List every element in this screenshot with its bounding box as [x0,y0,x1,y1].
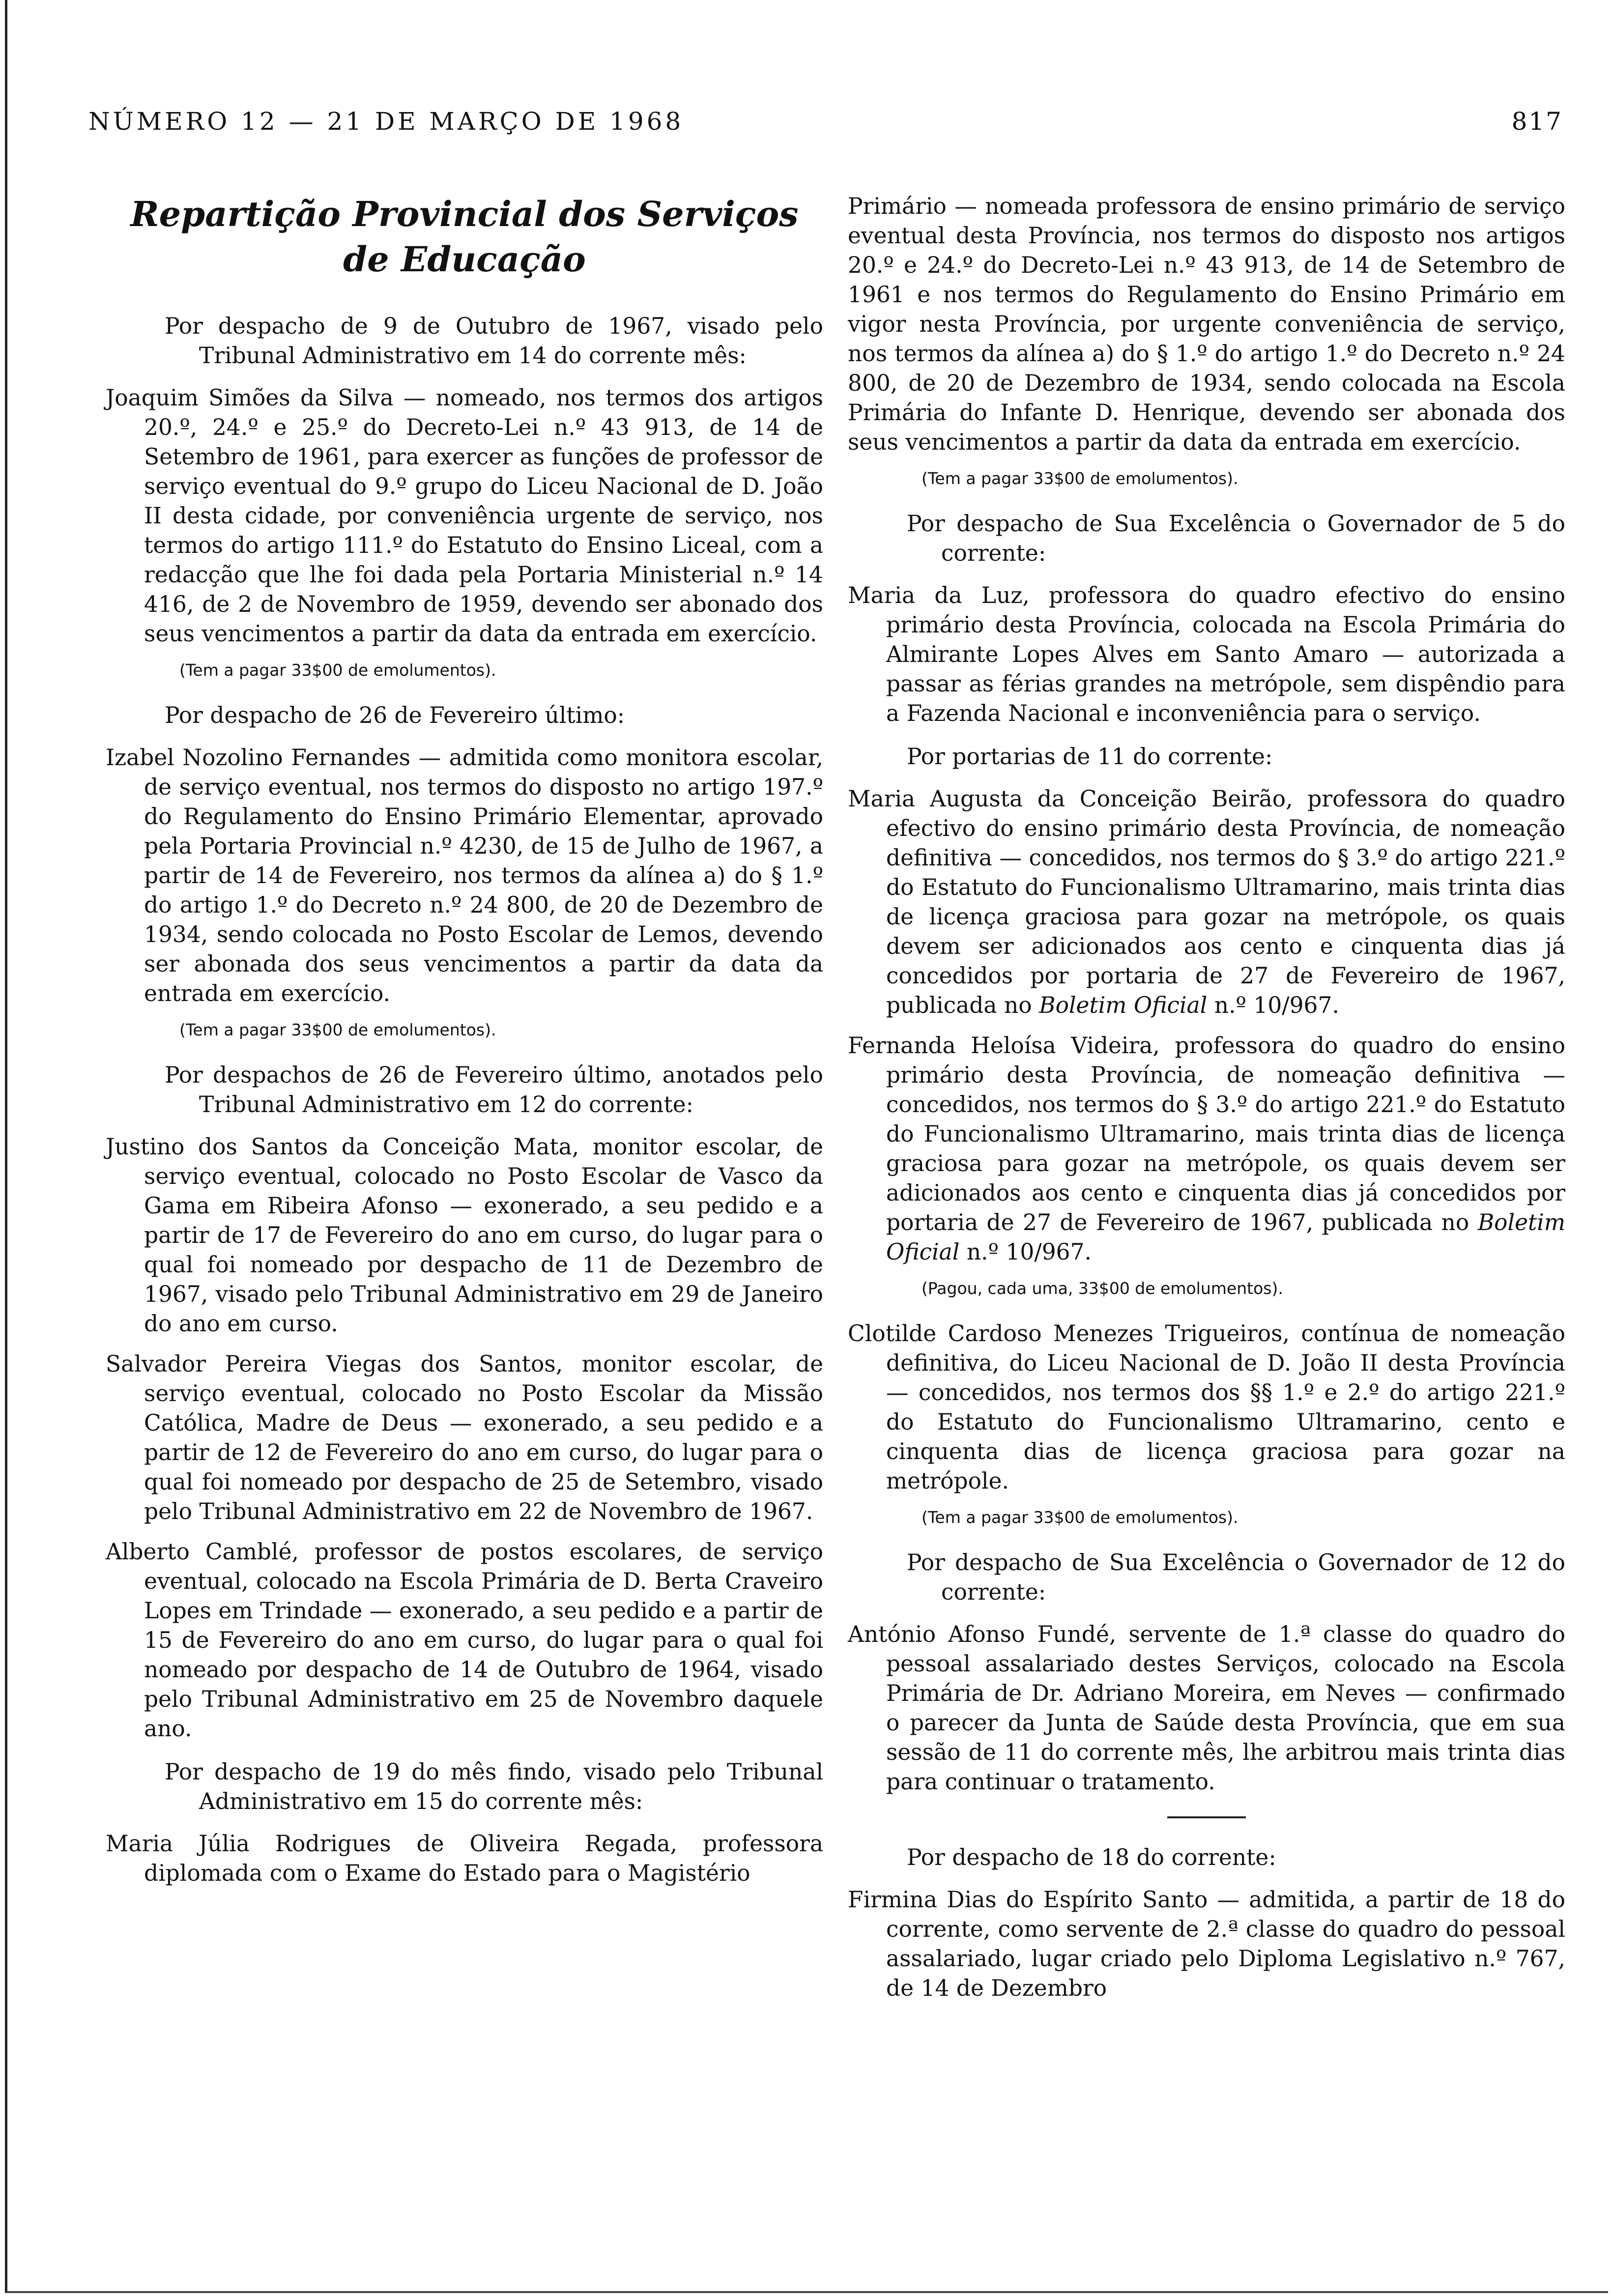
entry-paragraph: Maria Júlia Rodrigues de Oliveira Regada, professora diplomada com o Exame do Estado para o Magistério [106,1831,823,1886]
entry-paragraph: Justino dos Santos da Conceição Mata, monitor escolar, de serviço eventual, colocado no Posto Escolar de Vasco da Gama em Ribeira Afonso — exonerado, a seu pedido e a partir de 17 de Fevereiro do ano em curso, do lugar para o qual foi nomeado por despacho de 11 de Dezembro de 1967, visado pelo Tribunal Administrativo em 29 de Janeiro do ano em curso. [106,1134,823,1337]
entry-paragraph: Joaquim Simões da Silva — nomeado, nos termos dos artigos 20.º, 24.º e 25.º do Decreto-Lei n.º 43 913, de 14 de Setembro de 1961, para exercer as funções de professor de serviço eventual do 9.º grupo do Liceu Nacional de D. João II desta cidade, por conveniência urgente de serviço, nos termos do artigo 111.º do Estatuto do Ensino Liceal, com a redacção que lhe foi dada pela Portaria Ministerial n.º 14 416, de 2 de Novembro de 1959, devendo ser abonado dos seus vencimentos a partir da data da entrada em exercício. [106,385,823,647]
entry-paragraph: Alberto Camblé, professor de postos escolares, de serviço eventual, colocado na Escola Primária de D. Berta Craveiro Lopes em Trindade — exonerado, a seu pedido e a partir de 15 de Fevereiro do ano em curso, do lugar para o qual foi nomeado por despacho de 14 de Outubro de 1964, visado pelo Tribunal Administrativo em 25 de Novembro daquele ano. [106,1539,823,1742]
entry-paragraph: Maria da Luz, professora do quadro efectivo do ensino primário desta Província, colocada na Escola Primária do Almirante Lopes Alves em Santo Amaro — autorizada a passar as férias grandes na metrópole, sem dispêndio para a Fazenda Nacional e inconveniência para o serviço. [848,582,1565,726]
left-column [106,192,823,1899]
page-header [88,107,1563,146]
right-column [848,192,1565,2014]
section-title-line-2: de Educação [343,239,586,280]
issue-date-header: NÚMERO 12 — 21 DE MARÇO DE 1968 [88,107,684,136]
entry-paragraph: Clotilde Cardoso Menezes Trigueiros, contínua de nomeação definitiva, do Liceu Nacional de D. João II desta Província — concedidos, nos termos dos §§ 1.º e 2.º do artigo 221.º do Estatuto do Funcionalismo Ultramarino, cento e cinquenta dias de licença graciosa para gozar na metrópole. [848,1320,1565,1494]
section-title-line-1: Repartição Provincial dos Serviços [130,194,799,234]
dispatch-heading: Por despacho de 18 do corrente: [907,1844,1276,1870]
fee-note: (Tem a pagar 33$00 de emolumentos). [179,1020,496,1039]
dispatch-heading: Por despacho de 19 do mês findo, visado pelo Tribunal Administrativo em 15 do corrente mês: [165,1759,823,1814]
fee-note: (Tem a pagar 33$00 de emolumentos). [921,1508,1238,1527]
boletim-oficial-ref: Boletim Oficial [1039,992,1208,1018]
fee-note: (Tem a pagar 33$00 de emolumentos). [921,469,1238,488]
page-number: 817 [1511,107,1563,136]
fee-note: (Pagou, cada uma, 33$00 de emolumentos). [921,1279,1283,1298]
entry-paragraph: Salvador Pereira Viegas dos Santos, monitor escolar, de serviço eventual, colocado no Posto Escolar da Missão Católica, Madre de Deus — exonerado, a seu pedido e a partir de 12 de Fevereiro do ano em curso, do lugar para o qual foi nomeado por despacho de 25 de Setembro, visado pelo Tribunal Administrativo em 22 de Novembro de 1967. [106,1351,823,1524]
dispatch-heading: Por portarias de 11 do corrente: [907,744,1273,770]
entry-text-end: n.º 10/967. [1214,992,1339,1018]
dispatch-heading: Por despachos de 26 de Fevereiro último, anotados pelo Tribunal Administrativo em 12 do corrente: [165,1062,823,1118]
entry-text: Fernanda Heloísa Videira, professora do quadro do ensino primário desta Província, de nomeação definitiva — concedidos, nos termos do § 3.º do artigo 221.º do Estatuto do Funcionalismo Ultramarino, mais trinta dias de licença graciosa para gozar na metrópole, os quais devem ser adicionados aos cento e cinquenta dias já concedidos por portaria de 27 de Fevereiro de 1967, publicada no [848,1033,1565,1235]
entry-paragraph [848,1031,1565,1267]
section-title [106,192,823,282]
entry-paragraph: Firmina Dias do Espírito Santo — admitida, a partir de 18 do corrente, como servente de 2.ª classe do quadro do pessoal assalariado, lugar criado pelo Diploma Legislativo n.º 767, de 14 de Dezembro [848,1887,1565,2001]
entry-text: Maria Augusta da Conceição Beirão, professora do quadro efectivo do ensino primário desta Província, de nomeação definitiva — concedidos, nos termos do § 3.º do artigo 221.º do Estatuto do Funcionalismo Ultramarino, mais trinta dias de licença graciosa para gozar na metrópole, os quais devem ser adicionados aos cento e cinquenta dias já concedidos por portaria de 27 de Fevereiro de 1967, publicada no [848,786,1565,1018]
entry-paragraph [848,784,1565,1020]
entry-paragraph-continued: Primário — nomeada professora de ensino primário de serviço eventual desta Província, nos termos do disposto nos artigos 20.º e 24.º do Decreto-Lei n.º 43 913, de 14 de Setembro de 1961 e nos termos do Regulamento do Ensino Primário em vigor nesta Província, por urgente conveniência de serviço, nos termos da alínea a) do § 1.º do artigo 1.º do Decreto n.º 24 800, de 20 de Dezembro de 1934, sendo colocada na Escola Primária do Infante D. Henrique, devendo ser abonada dos seus vencimentos a partir da data da entrada em exercício. [848,193,1565,455]
boletim-oficial-ref: Boletim Oficial [886,1209,1565,1265]
fee-note: (Tem a pagar 33$00 de emolumentos). [179,660,496,680]
dispatch-heading: Por despacho de Sua Excelência o Governador de 12 do corrente: [907,1550,1565,1605]
section-divider [1167,1816,1246,1818]
entry-paragraph: Izabel Nozolino Fernandes — admitida como monitora escolar, de serviço eventual, nos termos do disposto no artigo 197.º do Regulamento do Ensino Primário Elementar, aprovado pela Portaria Provincial n.º 4230, de 15 de Julho de 1967, a partir de 14 de Fevereiro, nos termos da alínea a) do § 1.º do artigo 1.º do Decreto n.º 24 800, de 20 de Dezembro de 1934, sendo colocada no Posto Escolar de Lemos, devendo ser abonada dos seus vencimentos a partir da data da entrada em exercício. [106,745,823,1006]
dispatch-heading: Por despacho de 9 de Outubro de 1967, visado pelo Tribunal Administrativo em 14 do corrente mês: [165,313,823,369]
entry-text-end: n.º 10/967. [966,1239,1092,1265]
dispatch-heading: Por despacho de Sua Excelência o Governador de 5 do corrente: [907,511,1565,566]
entry-paragraph: António Afonso Fundé, servente de 1.ª classe do quadro do pessoal assalariado destes Serviços, colocado na Escola Primária de Dr. Adriano Moreira, em Neves — confirmado o parecer da Junta de Saúde desta Província, que em sua sessão de 11 do corrente mês, lhe arbitrou mais trinta dias para continuar o tratamento. [848,1621,1565,1795]
dispatch-heading: Por despacho de 26 de Fevereiro último: [165,702,625,728]
